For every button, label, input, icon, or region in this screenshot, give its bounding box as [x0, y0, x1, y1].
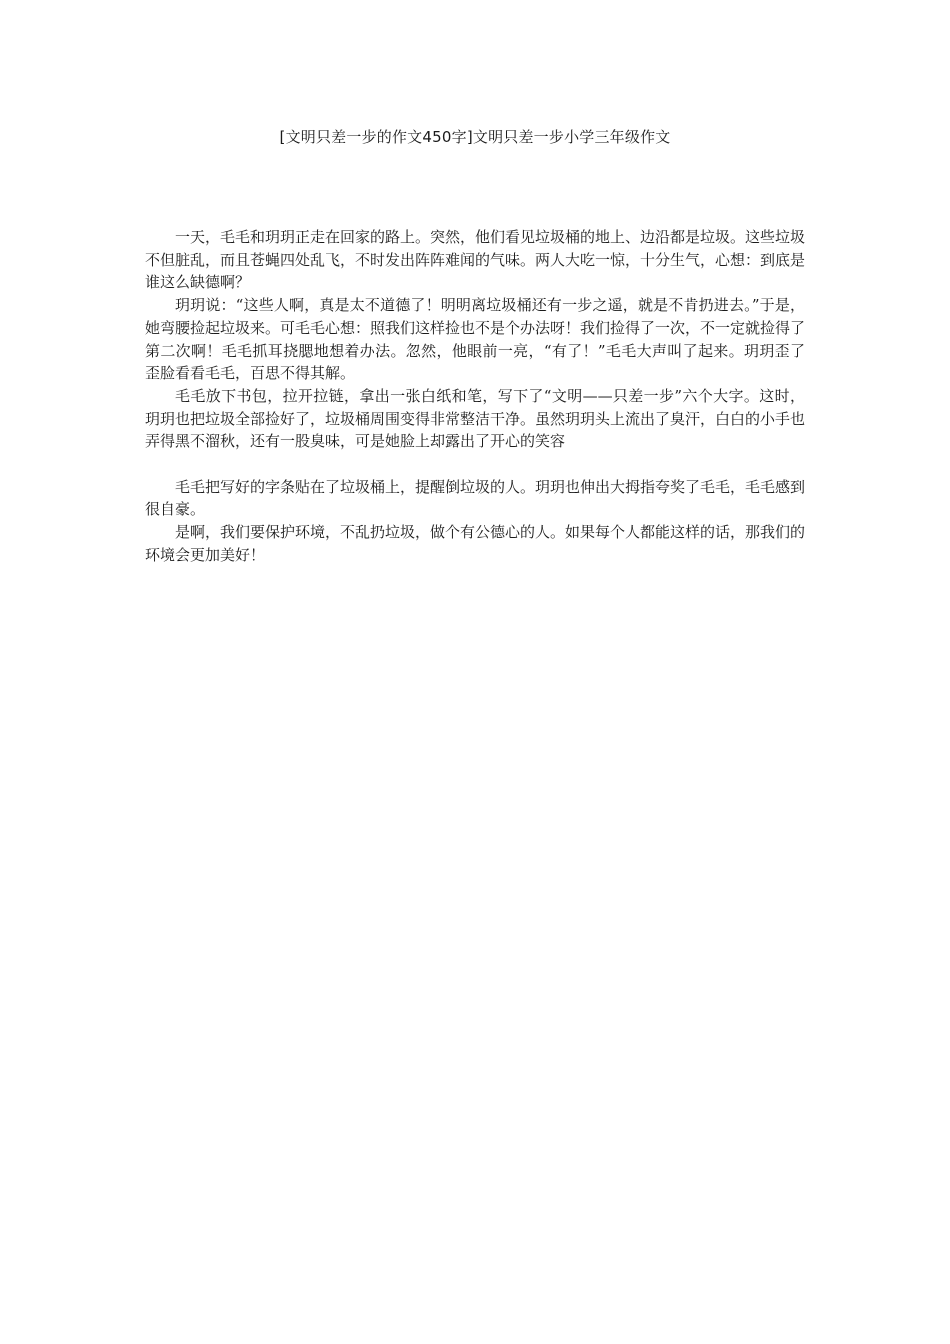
paragraph-5: 是啊，我们要保护环境，不乱扔垃圾，做个有公德心的人。如果每个人都能这样的话，那我们的环境会更加美好！ — [145, 523, 806, 564]
paragraph-2: 玥玥说：“这些人啊，真是太不道德了！明明离垃圾桶还有一步之遥，就是不肯扔进去。”于是，她弯腰捡起垃圾来。可毛毛心想：照我们这样捡也不是个办法呀！我们捡得了一次，不一定就捡得了第二次啊！毛毛抓耳挠腮地想着办法。忽然，他眼前一亮，“有了！”毛毛大声叫了起来。玥玥歪了歪脸看看毛毛，百思不得其解。 — [145, 296, 806, 383]
document-body — [145, 226, 805, 567]
paragraph-4: 毛毛把写好的字条贴在了垃圾桶上，提醒倒垃圾的人。玥玥也伸出大拇指夸奖了毛毛，毛毛感到很自豪。 — [145, 477, 806, 519]
document-title: [文明只差一步的作文450字]文明只差一步小学三年级作文 — [279, 128, 671, 146]
paragraph-1: 一天，毛毛和玥玥正走在回家的路上。突然，他们看见垃圾桶的地上、边沿都是垃圾。这些垃圾不但脏乱，而且苍蝇四处乱飞，不时发出阵阵难闻的气味。两人大吃一惊，十分生气，心想：到底是谁这么缺德啊？ — [145, 228, 806, 292]
paragraph-3: 毛毛放下书包，拉开拉链，拿出一张白纸和笔，写下了“文明——只差一步”六个大字。这时，玥玥也把垃圾全部捡好了，垃圾桶周围变得非常整洁干净。虽然玥玥头上流出了臭汗，白白的小手也弄得黑不溜秋，还有一股臭味，可是她脸上却露出了开心的笑容 — [145, 386, 806, 451]
